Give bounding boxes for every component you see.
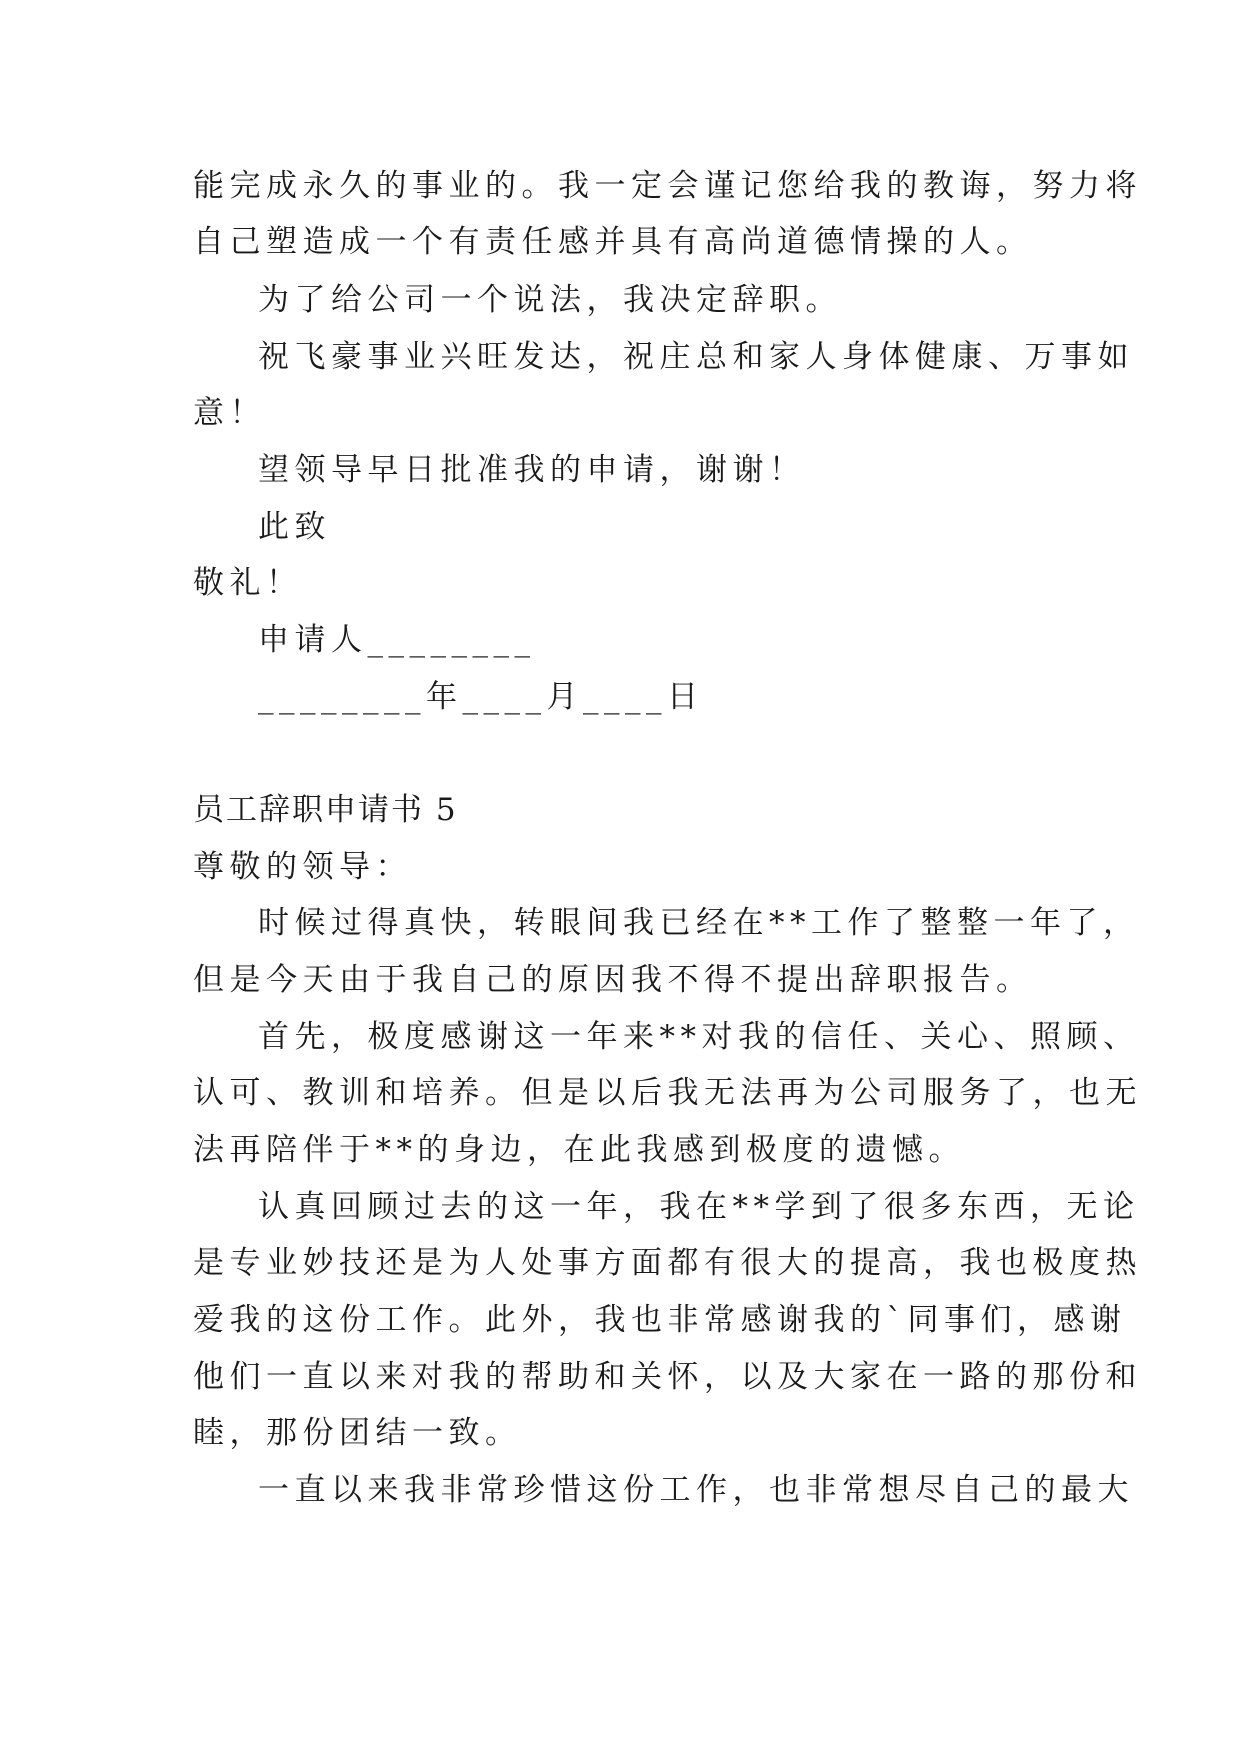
paragraph-line: 能完成永久的事业的。我一定会谨记您给我的教诲，努力将 [193,168,1142,204]
closing-salute: 敬礼！ [193,565,303,601]
paragraph-line: 法再陪伴于**的身边，在此我感到极度的遗憾。 [193,1132,965,1168]
paragraph-line: 为了给公司一个说法，我决定辞职。 [258,282,842,318]
paragraph-line: 自己塑造成一个有责任感并具有高尚道德情操的人。 [193,224,1033,260]
applicant-signature-line: 申请人________ [258,622,536,658]
paragraph-line: 一直以来我非常珍惜这份工作，也非常想尽自己的最大 [258,1472,1134,1508]
paragraph-line: 祝飞豪事业兴旺发达，祝庄总和家人身体健康、万事如 [258,339,1134,375]
paragraph-line: 但是今天由于我自己的原因我不得不提出辞职报告。 [193,962,1033,998]
paragraph-line: 睦，那份团结一致。 [193,1415,522,1451]
date-line: ________年____月____日 [258,679,704,715]
paragraph-line: 认真回顾过去的这一年，我在**学到了很多东西，无论 [258,1189,1140,1225]
salutation: 尊敬的领导： [193,849,412,885]
paragraph-line: 望领导早日批准我的申请，谢谢！ [258,452,806,488]
paragraph-line: 首先，极度感谢这一年来**对我的信任、关心、照顾、 [258,1019,1140,1055]
paragraph-line: 爱我的这份工作。此外，我也非常感谢我的`同事们，感谢 [193,1302,1127,1338]
paragraph-line: 他们一直以来对我的帮助和关怀，以及大家在一路的那份和 [193,1359,1142,1395]
closing-line: 此致 [258,509,331,545]
paragraph-line: 是专业妙技还是为人处事方面都有很大的提高，我也极度热 [193,1245,1142,1281]
paragraph-line: 时候过得真快，转眼间我已经在**工作了整整一年了， [258,905,1140,941]
paragraph-line: 认可、教训和培养。但是以后我无法再为公司服务了，也无 [193,1075,1142,1111]
section-title: 员工辞职申请书 5 [193,792,458,828]
paragraph-line: 意！ [193,395,266,431]
